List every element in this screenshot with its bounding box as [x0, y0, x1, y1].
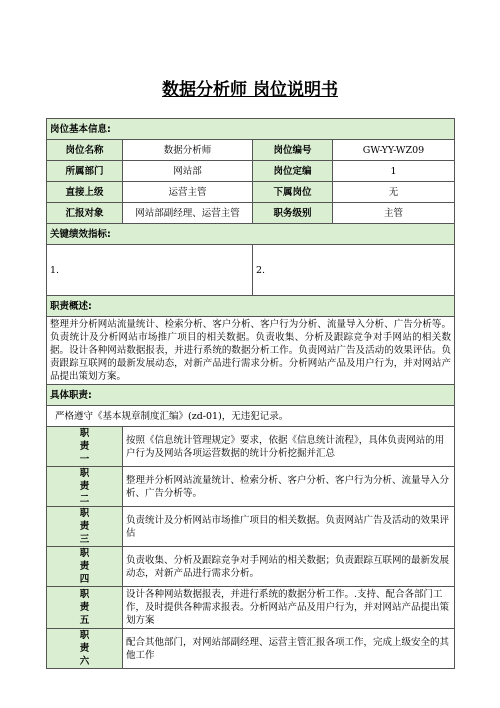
duty-text-2: 整理并分析网站流量统计、检索分析、客户分析、客户行为分析、流量导入分析、广告分析等。: [123, 467, 455, 507]
duty-text-1: 按照《信息统计管理规定》要求，依据《信息统计流程》，具体负责网站的用户行为及网站各项运营数据的统计分析挖掘并汇总: [123, 427, 455, 467]
overview-text: 整理并分析网站流量统计、检索分析、客户分析、客户行为分析、流量导入分析、广告分析等。负责统计及分析网站市场推广项目的相关数据。负责收集、分析及跟踪竞争对手网站的相关数据。设计各种网站数据报表，并进行系统的数据分析工作。负责网站广告及活动的效果评估。负责跟踪互联网的最新发展动态，对新产品进行需求分析。分析网站产品及用户行为，并对网站产品提出策划方案。: [47, 317, 455, 385]
document-title: 数据分析师 岗位说明书: [162, 80, 338, 100]
duty-text-4: 负责收集、分析及跟踪竞争对手网站的相关数据；负责跟踪互联网的最新发展动态，对新产品进行需求分析。: [123, 547, 455, 587]
table-row: [47, 467, 455, 507]
duty-label-5: 职责五: [47, 587, 123, 629]
duty-text-6: 配合其他部门，对网站部副经理、运营主管汇报各项工作，完成上级安全的其他工作: [123, 629, 455, 669]
duty-label-2: 职责二: [47, 467, 123, 507]
table-row: [47, 140, 455, 161]
table-row: [47, 161, 455, 182]
kpi-item-2: 2.: [253, 245, 455, 296]
label-position-name: 岗位名称: [47, 140, 123, 161]
job-description-table: [46, 118, 455, 669]
table-row: [47, 203, 455, 224]
duty-label-3: 职责三: [47, 507, 123, 547]
table-row: [47, 182, 455, 203]
duty-label-1: 职责一: [47, 427, 123, 467]
label-headcount: 岗位定编: [253, 161, 333, 182]
label-report-to: 汇报对象: [47, 203, 123, 224]
value-job-level: 主管: [333, 203, 455, 224]
label-job-level: 职务级别: [253, 203, 333, 224]
kpi-item-1: 1.: [47, 245, 253, 296]
label-department: 所属部门: [47, 161, 123, 182]
table-row: [47, 629, 455, 669]
value-headcount: 1: [333, 161, 455, 182]
table-row: [47, 507, 455, 547]
duty-text-5: 设计各种网站数据报表，并进行系统的数据分析工作。.支持、配合各部门工作，及时提供各种需求报表。分析网站产品及用户行为，并对网站产品提出策划方案: [123, 587, 455, 629]
duty-label-6: 职责六: [47, 629, 123, 669]
table-row: [47, 245, 455, 296]
value-position-name: 数据分析师: [123, 140, 253, 161]
table-row: [47, 547, 455, 587]
kpi-header: 关键绩效指标:: [47, 224, 455, 245]
label-direct-superior: 直接上级: [47, 182, 123, 203]
value-position-code: GW-YY-WZ09: [333, 140, 455, 161]
table-row: [47, 587, 455, 629]
value-department: 网站部: [123, 161, 253, 182]
duty-label-4: 职责四: [47, 547, 123, 587]
table-row: [47, 427, 455, 467]
label-position-code: 岗位编号: [253, 140, 333, 161]
value-direct-superior: 运营主管: [123, 182, 253, 203]
value-report-to: 网站部副经理、运营主管: [123, 203, 253, 224]
duties-intro: 严格遵守《基本规章制度汇编》(zd-01)，无违犯记录。: [47, 406, 455, 427]
value-subordinates: 无: [333, 182, 455, 203]
duties-header: 具体职责:: [47, 385, 455, 406]
duty-text-3: 负责统计及分析网站市场推广项目的相关数据。负责网站广告及活动的效果评估: [123, 507, 455, 547]
overview-header: 职责概述:: [47, 296, 455, 317]
label-subordinates: 下属岗位: [253, 182, 333, 203]
basic-info-header: 岗位基本信息:: [47, 119, 455, 140]
